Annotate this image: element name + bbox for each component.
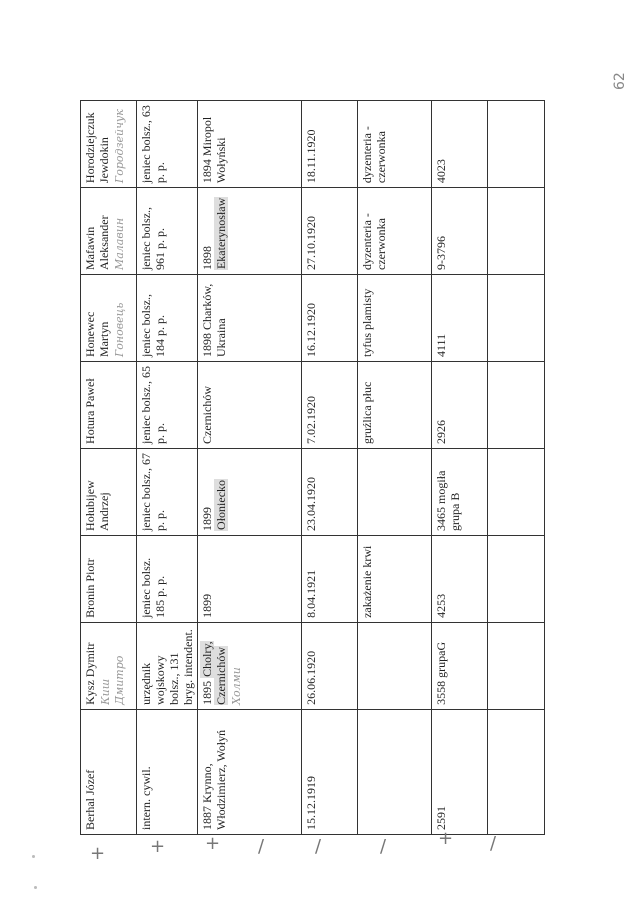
register-field-row-date <box>302 101 358 835</box>
birth-cell <box>198 188 302 275</box>
empty-cell <box>488 622 545 709</box>
person-name: Hołubijew Andrzej <box>83 480 111 531</box>
birth-year: 1898 <box>200 330 214 357</box>
status-cell: jeniec bolsz., 184 p. p. <box>137 275 198 362</box>
person-name-cell <box>81 101 137 188</box>
person-name: Honewec Martyn <box>83 311 111 357</box>
person-name: Berhal Józef <box>83 769 97 830</box>
document-sheet <box>80 100 539 835</box>
empty-cell <box>488 362 545 449</box>
cause-cell: tyfus plamisty <box>358 275 432 362</box>
birth-cell <box>198 448 302 535</box>
status-cell: jeniec bolsz., 67 p. p. <box>137 448 198 535</box>
person-name: Hotura Paweł <box>83 378 97 444</box>
register-field-row-name <box>81 101 137 835</box>
handwritten-name-note: Гоновець <box>113 302 126 357</box>
birth-cell <box>198 535 302 622</box>
register-field-row-extra <box>488 101 545 835</box>
cause-cell: dyzenteria - czerwonka <box>358 188 432 275</box>
death-date-cell: 18.11.1920 <box>302 101 358 188</box>
handwritten-cross-mark: + <box>150 836 166 857</box>
handwritten-name-note: Малавин <box>113 217 126 271</box>
grave-number-cell: 2926 <box>432 362 488 449</box>
birth-year: 1887 <box>200 803 214 830</box>
death-date-cell: 8.04.1921 <box>302 535 358 622</box>
empty-cell <box>488 275 545 362</box>
grave-number-cell: 2591 <box>432 709 488 834</box>
empty-cell <box>488 709 545 834</box>
birth-year: 1899 <box>200 593 214 618</box>
rotated-register-table <box>80 100 539 835</box>
handwritten-tick-mark: / <box>380 836 387 857</box>
status-cell: jeniec bolsz., 65 p. p. <box>137 362 198 449</box>
handwritten-name-note: Городзейчук <box>113 109 126 184</box>
handwritten-cross-mark: + <box>205 833 221 854</box>
handwritten-tick-mark: / <box>258 836 265 857</box>
person-name-cell <box>81 709 137 834</box>
status-cell: jeniec bolsz. 185 p. p. <box>137 535 198 622</box>
grave-number-cell: 3465 mogiła grupa B <box>432 448 488 535</box>
handwritten-cross-mark: + <box>438 828 454 849</box>
birth-year: 1895 <box>200 677 214 705</box>
cause-cell <box>358 709 432 834</box>
paper-speck <box>32 855 35 858</box>
empty-cell <box>488 535 545 622</box>
person-name-cell <box>81 622 137 709</box>
death-date-cell: 7.02.1920 <box>302 362 358 449</box>
handwritten-place-note: Холми <box>230 667 243 705</box>
person-name-cell <box>81 188 137 275</box>
grave-number-cell: 9-3796 <box>432 188 488 275</box>
birth-cell <box>198 275 302 362</box>
register-field-row-number <box>432 101 488 835</box>
birth-cell <box>198 622 302 709</box>
person-name: Horodziejczuk Jewdokin <box>83 112 111 184</box>
cause-cell: dyzenteria - czerwonka <box>358 101 432 188</box>
birth-place: Miropol Wołyński <box>200 116 228 184</box>
birth-place: Ekaterynosław <box>214 197 228 270</box>
grave-number-cell: 4253 <box>432 535 488 622</box>
death-date-cell: 23.04.1920 <box>302 448 358 535</box>
birth-place: Cholry, Czernichów <box>200 641 228 705</box>
birth-place: Ołoniecko <box>214 479 228 530</box>
person-name: Bronin Piotr <box>83 558 97 618</box>
birth-place: Czernichów <box>200 385 214 444</box>
register-field-row-birth <box>198 101 302 835</box>
person-name-cell <box>81 275 137 362</box>
death-date-cell: 16.12.1920 <box>302 275 358 362</box>
register-field-row-cause <box>358 101 432 835</box>
person-name-cell <box>81 535 137 622</box>
death-date-cell: 15.12.1919 <box>302 709 358 834</box>
cause-cell <box>358 622 432 709</box>
birth-year: 1894 <box>200 156 214 184</box>
page-number: 62 <box>612 72 628 90</box>
cause-cell: gruźlica płuc <box>358 362 432 449</box>
empty-cell <box>488 101 545 188</box>
birth-place: Krynno, Włodzimierz, Wołyń <box>200 729 228 830</box>
status-cell: urzędnik wojskowy bolsz., 131 bryg. intendent. <box>137 622 198 709</box>
cause-cell <box>358 448 432 535</box>
grave-number-cell: 4023 <box>432 101 488 188</box>
handwritten-cross-mark: + <box>90 843 106 864</box>
birth-year: 1899 <box>200 506 214 531</box>
person-name-cell <box>81 362 137 449</box>
handwritten-tick-mark: / <box>315 836 322 857</box>
status-cell: intern. cywil. <box>137 709 198 834</box>
grave-number-cell: 3558 grupaG <box>432 622 488 709</box>
birth-cell <box>198 362 302 449</box>
register-field-row-status <box>137 101 198 835</box>
status-cell: jeniec bolsz., 63 p. p. <box>137 101 198 188</box>
birth-year: 1898 <box>200 246 214 271</box>
person-name: Mafawin Aleksander <box>83 215 111 271</box>
birth-place: Charków, Ukraina <box>200 283 228 357</box>
person-name-cell <box>81 448 137 535</box>
birth-cell <box>198 101 302 188</box>
handwritten-tick-mark: / <box>490 833 497 854</box>
empty-cell <box>488 188 545 275</box>
status-cell: jeniec bolsz., 961 p. p. <box>137 188 198 275</box>
person-name: Kysz Dymitr <box>83 642 97 705</box>
grave-number-cell: 4111 <box>432 275 488 362</box>
empty-cell <box>488 448 545 535</box>
death-date-cell: 26.06.1920 <box>302 622 358 709</box>
paper-speck <box>34 886 37 889</box>
handwritten-name-note: Киш Дмитро <box>99 655 126 705</box>
cause-cell: zakażenie krwi <box>358 535 432 622</box>
death-date-cell: 27.10.1920 <box>302 188 358 275</box>
birth-cell <box>198 709 302 834</box>
burial-register-table <box>80 100 545 835</box>
